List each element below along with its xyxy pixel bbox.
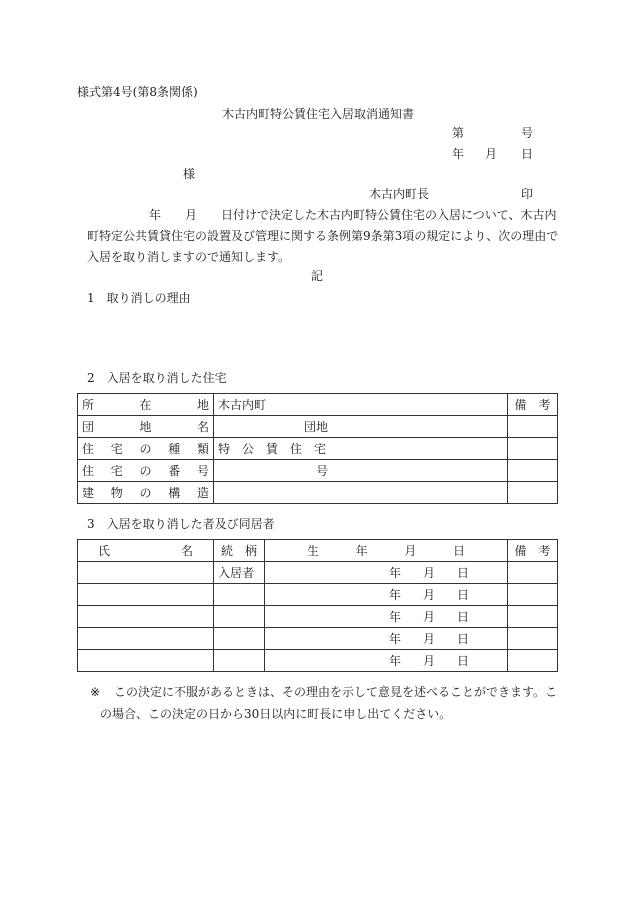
residents-table [77,539,558,672]
body-year: 年 [149,208,162,222]
housing-number-value: 号 [214,460,508,482]
housing-type-value: 特 公 賃 住 宅 [214,438,508,460]
housing-table [77,393,558,504]
section-3-heading: 3 入居を取り消した者及び同居者 [87,517,275,531]
form-number: 様式第4号(第8条関係) [77,85,198,99]
table-row [78,650,558,672]
label-cell: 所 在 地 [78,394,214,416]
label-cell: 団 地 名 [78,416,214,438]
label-cell: 住 宅 の 種 類 [78,438,214,460]
birthdate-cell: 年 月 日 [265,606,508,628]
label-cell: 住 宅 の 番 号 [78,460,214,482]
birthdate-cell: 年 月 日 [265,584,508,606]
doc-no-suffix: 号 [521,126,534,140]
structure-value [214,482,508,504]
issuer-name: 木古内町長 [369,187,430,201]
table-row [78,628,558,650]
remarks-cell [508,416,558,438]
relation-cell [214,584,265,606]
remarks-cell [508,584,558,606]
table-row [78,482,558,504]
relation-header: 続 柄 [214,540,265,562]
section-2-heading: 2 入居を取り消した住宅 [87,371,227,385]
date-year: 年 [452,147,465,161]
relation-cell [214,606,265,628]
name-header: 氏 名 [78,540,214,562]
body-month: 月 [185,208,198,222]
name-cell [78,584,214,606]
note-line-2: の場合、この決定の日から30日以内に町長に申し出てください。 [100,707,452,721]
label-cell: 建 物 の 構 造 [78,482,214,504]
birthdate-cell: 年 月 日 [265,650,508,672]
remarks-cell [508,460,558,482]
estate-value: 団地 [214,416,508,438]
relation-cell [214,628,265,650]
table-row [78,606,558,628]
name-cell [78,606,214,628]
document-title: 木古内町特公賃住宅入居取消通知書 [222,107,415,121]
table-row [78,562,558,584]
date-month: 月 [485,147,498,161]
location-value: 木古内町 [214,394,508,416]
body-line-2: 町特定公共賃貸住宅の設置及び管理に関する条例第9条第3項の規定により、次の理由で [87,229,559,243]
name-cell [78,562,214,584]
body-line-3: 入居を取り消しますので通知します。 [87,250,291,264]
birthdate-cell: 年 月 日 [265,628,508,650]
remarks-header: 備 考 [508,540,558,562]
table-header-row [78,540,558,562]
birthdate-cell: 年 月 日 [265,562,508,584]
remarks-header: 備 考 [508,394,558,416]
seal-mark: 印 [521,187,534,201]
name-cell [78,628,214,650]
date-day: 日 [521,147,534,161]
note-line-1: この決定に不服があるときは、その理由を示して意見を述べることができます。こ [114,685,558,699]
relation-cell [214,650,265,672]
table-row [78,460,558,482]
note-mark: ※ [90,685,101,699]
table-row [78,584,558,606]
remarks-cell [508,562,558,584]
addressee-suffix: 様 [183,167,196,181]
table-row [78,394,558,416]
body-line-1: 日付けで決定した木古内町特公賃住宅の入居について、木古内 [221,208,557,222]
relation-cell: 入居者 [214,562,265,584]
birthdate-header: 生 年 月 日 [265,540,508,562]
ki-label: 記 [311,269,324,283]
remarks-cell [508,482,558,504]
remarks-cell [508,650,558,672]
remarks-cell [508,606,558,628]
table-row [78,438,558,460]
doc-no-prefix: 第 [452,126,465,140]
table-row [78,416,558,438]
name-cell [78,650,214,672]
section-1-heading: 1 取り消しの理由 [87,291,191,305]
remarks-cell [508,438,558,460]
remarks-cell [508,628,558,650]
